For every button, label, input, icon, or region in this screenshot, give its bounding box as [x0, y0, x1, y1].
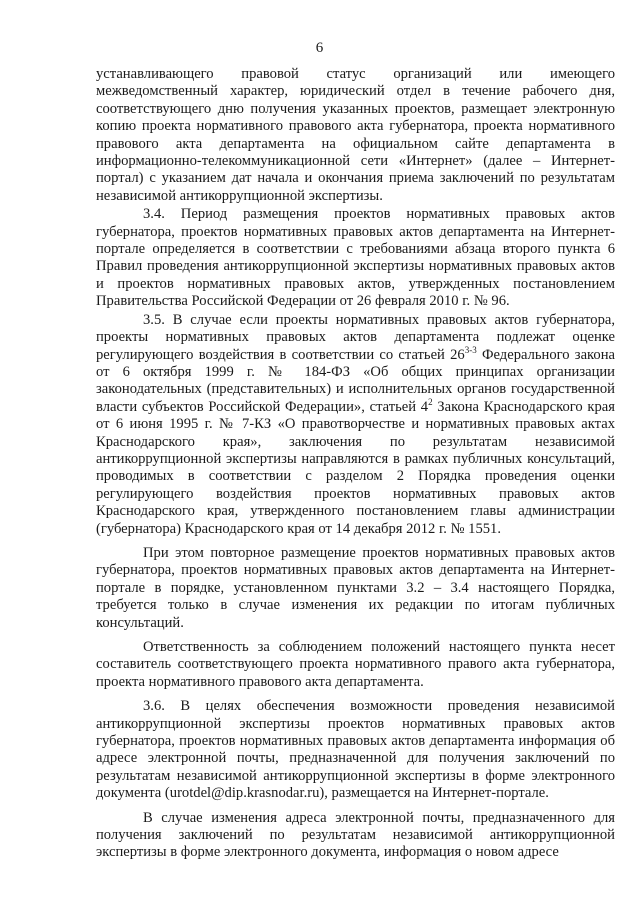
paragraph-text: При этом повторное размещение проектов нормативных правовых актов губернатора, проектов нормативных правовых актов департамента на Интернет-портале в порядке, установленном пунктами 3.2 – 3.4 настоящего Порядка, требуется только в случае изменения их редакции по итогам публичных консультаций.: [96, 544, 615, 631]
paragraph-text: Ответственность за соблюдением положений настоящего пункта несет составитель соответствующего проекта нормативного правого акта губернатора, проекта нормативного правового акта департамента.: [96, 639, 615, 690]
paragraph-repeat-placement: [96, 545, 615, 632]
page-number: 6: [315, 40, 324, 56]
paragraph-text: 3.6. В целях обеспечения возможности проведения независимой антикоррупционной экспертизы проектов нормативных правовых актов губернатора, проектов нормативных правовых актов департамента информация об адресе электронной почты, предназначенной для получения заключений по результатам независимой антикоррупционной экспертизы в форме электронного документа (urotdel@dip.krasnodar.ru), размещается на Интернет-портале.: [96, 698, 615, 802]
paragraph-continuation: [96, 66, 615, 205]
paragraph-text: 3.4. Период размещения проектов нормативных правовых актов губернатора, проектов нормативных правовых актов департамента на Интернет-портале определяется в соответствии с требованиями абзаца второго пункта 6 Правил проведения антикоррупционной экспертизы нормативных правовых актов и проектов нормативных правовых актов, утвержденных постановлением Правительства Российской Федерации от 26 февраля 2010 г. № 96.: [96, 206, 615, 310]
paragraph-text: Закона Краснодарского края от 6 июня 1995 г. № 7-КЗ «О правотворчестве и нормативных правовых актах Краснодарского края», заключения по результатам независимой антикоррупционной экспертизы направляются в рамках публичных консультаций, проводимых в соответствии с разделом 2 Порядка проведения оценки регулирующего воздействия проектов нормативных правовых актов Краснодарского края, утвержденного постановлением главы администрации (губернатора) Краснодарского края от 14 декабря 2012 г. № 1551.: [96, 398, 615, 537]
document-body: [96, 66, 615, 862]
paragraph-3-5: [96, 312, 615, 538]
paragraph-text: В случае изменения адреса электронной почты, предназначенного для получения заключений по результатам независимой антикоррупционной экспертизы в форме электронного документа, информация о новом адресе: [96, 809, 615, 861]
paragraph-responsibility: [96, 639, 615, 691]
article-superscript: 2: [428, 396, 433, 407]
paragraph-text: устанавливающего правовой статус организаций или имеющего межведомственный характер, юридический отдел в течение рабочего дня, соответствующего дню получения указанных проектов, размещает электронную копию проекта нормативного правового акта губернатора, проекта нормативного правового акта департамента на официальном сайте департамента в информационно-телекоммуникационной сети «Интернет» (далее – Интернет-портал) с указанием дат начала и окончания приема заключений по результатам независимой антикоррупционной экспертизы.: [96, 66, 615, 204]
paragraph-text: 3.5. В случае если проекты нормативных правовых актов губернатора, проекты нормативных правовых актов департамента подлежат оценке регулирующего воздействия в соответствии со статьей 26: [96, 311, 615, 363]
article-superscript: 3-3: [464, 344, 477, 355]
paragraph-3-4: [96, 206, 615, 310]
paragraph-text: Федерального закона от 6 октября 1999 г. № 184-ФЗ «Об общих принципах организации законодательных (представительных) и исполнительных органов государственной власти субъектов Российской Федерации», статьей 4: [96, 346, 615, 415]
paragraph-3-6: [96, 698, 615, 802]
paragraph-email-change: [96, 810, 615, 862]
